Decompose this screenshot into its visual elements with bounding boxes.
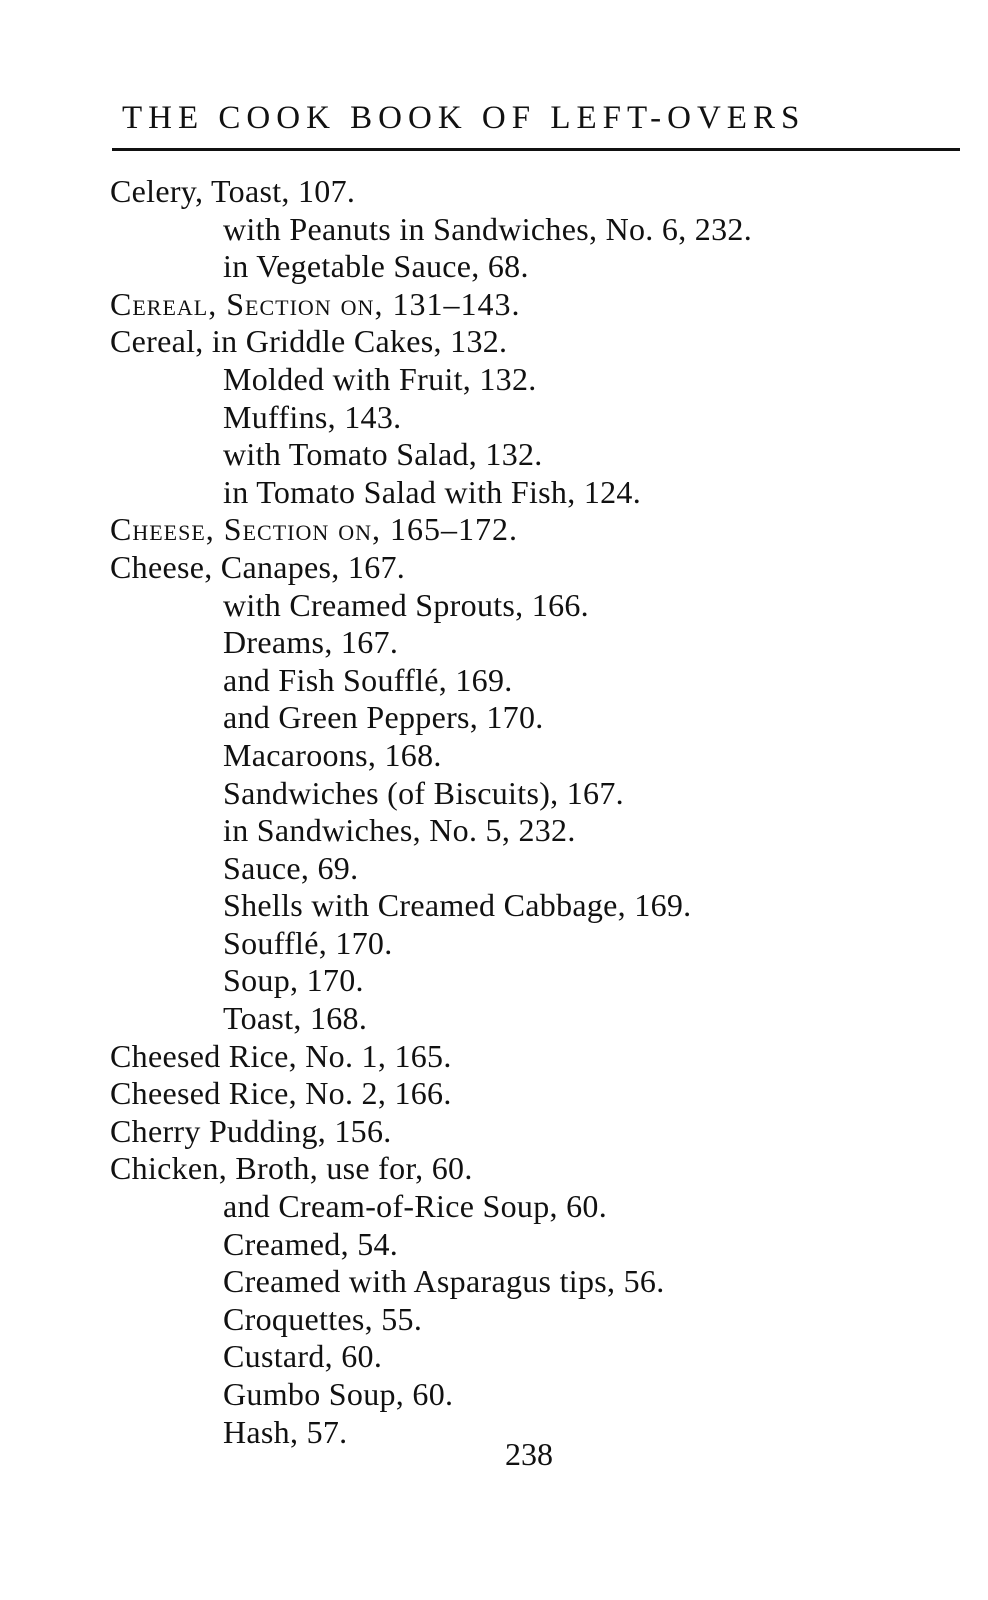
index-subentry: Hash, 57. (223, 1413, 348, 1450)
index-subentry: Croquettes, 55. (223, 1300, 423, 1337)
index-section-heading: Cereal, Section on, 131–143. (110, 285, 521, 322)
index-subentry: Creamed with Asparagus tips, 56. (223, 1263, 665, 1300)
index-subentry: Gumbo Soup, 60. (223, 1376, 454, 1412)
index-subentry: Toast, 168. (223, 1000, 368, 1037)
index-subentry: in Vegetable Sauce, 68. (223, 248, 529, 285)
running-head: THE COOK BOOK OF LEFT-OVERS (122, 100, 806, 136)
index-subentry: and Fish Soufflé, 169. (223, 661, 513, 698)
index-subentry: with Peanuts in Sandwiches, No. 6, 232. (223, 210, 752, 247)
index-subentry: Custard, 60. (223, 1338, 383, 1375)
index-entry: Cheesed Rice, No. 2, 166. (110, 1075, 452, 1112)
page-number: 238 (505, 1436, 553, 1472)
index-subentry: Muffins, 143. (223, 398, 402, 435)
index-subentry: Macaroons, 168. (223, 736, 442, 773)
index-subentry: and Cream-of-Rice Soup, 60. (223, 1188, 608, 1225)
index-subentry: in Sandwiches, No. 5, 232. (223, 812, 576, 849)
index-subentry: and Green Peppers, 170. (223, 699, 544, 736)
index-section-heading: Cheese, Section on, 165–172. (110, 511, 519, 548)
index-subentry: Shells with Creamed Cabbage, 169. (223, 887, 692, 924)
index-entry: Cheese, Canapes, 167. (110, 548, 406, 585)
index-subentry: Molded with Fruit, 132. (223, 360, 537, 397)
index-entry: Celery, Toast, 107. (110, 173, 356, 209)
index-subentry: Soufflé, 170. (223, 924, 393, 961)
index-subentry: Dreams, 167. (223, 624, 399, 661)
header-rule (112, 148, 960, 151)
index-subentry: in Tomato Salad with Fish, 124. (223, 473, 642, 510)
index-entry: Chicken, Broth, use for, 60. (110, 1150, 473, 1187)
index-entry: Cereal, in Griddle Cakes, 132. (110, 323, 508, 360)
index-entry: Cherry Pudding, 156. (110, 1112, 392, 1149)
index-subentry: Creamed, 54. (223, 1225, 399, 1262)
index-subentry: Sauce, 69. (223, 849, 359, 886)
index-entries (110, 173, 970, 1451)
index-subentry: with Tomato Salad, 132. (223, 436, 543, 473)
index-subentry: Soup, 170. (223, 962, 364, 999)
index-subentry: with Creamed Sprouts, 166. (223, 586, 589, 623)
index-entry: Cheesed Rice, No. 1, 165. (110, 1037, 452, 1074)
index-subentry: Sandwiches (of Biscuits), 167. (223, 774, 624, 811)
